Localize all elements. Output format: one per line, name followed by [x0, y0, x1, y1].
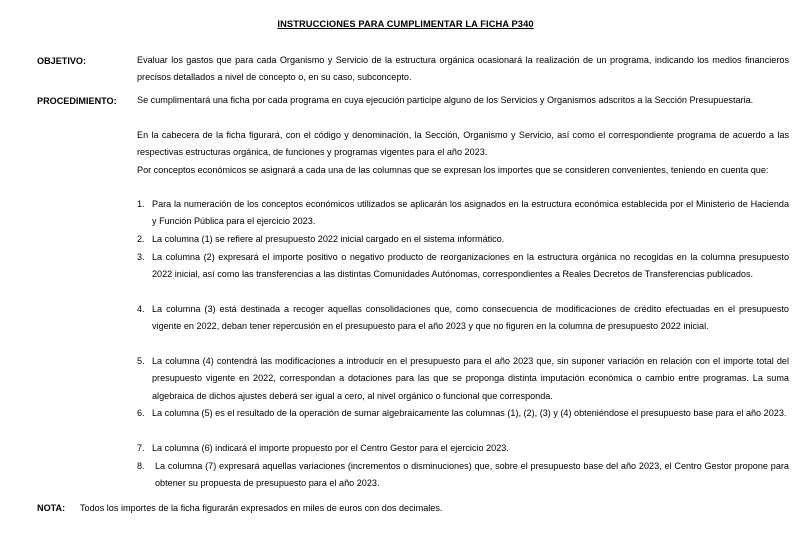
list-item [137, 231, 789, 248]
nota-label: NOTA: [37, 503, 66, 513]
list-item-number: 5. [137, 356, 145, 366]
list-item-number: 3. [137, 252, 145, 262]
list-item-number: 6. [137, 408, 145, 418]
list-item-number: 2. [137, 234, 145, 244]
objetivo-text: Evaluar los gastos que para cada Organismo y Servicio de la estructura orgánica ocasionará la realización de un programa, indicando los medios financieros precisos detallados a nivel de concepto o, en su caso, subconcepto. [137, 55, 789, 83]
procedimiento-paragraph: Se cumplimentará una ficha por cada programa en cuya ejecución participe alguno de los Servicios y Organismos adscritos a la Sección Presupuestaria. [137, 95, 754, 105]
list-item [137, 405, 789, 422]
nota-text: Todos los importes de la ficha figurarán expresados en miles de euros con dos decimales. [80, 503, 443, 513]
list-item [137, 458, 789, 493]
list-item-text: La columna (5) es el resultado de la operación de sumar algebraicamente las columnas (1), (2), (3) y (4) obteniéndose el presupuesto base para el año 2023. [152, 408, 787, 418]
list-item [137, 440, 789, 457]
procedimiento-paragraph: Por conceptos económicos se asignará a cada una de las columnas que se expresan los importes que se consideren convenientes, teniendo en cuenta que: [137, 165, 769, 175]
list-item-number: 1. [137, 199, 145, 209]
list-item [137, 353, 789, 405]
document-title: INSTRUCCIONES PARA CUMPLIMENTAR LA FICHA P340 [277, 19, 534, 29]
list-item-text: La columna (7) expresará aquellas variaciones (incrementos o disminuciones) que, sobre el presupuesto base del año 2023, el Centro Gestor propone para obtener su propuesta de presupuesto para el año 2023. [155, 461, 789, 489]
objetivo-label: OBJETIVO: [37, 56, 87, 66]
list-item [137, 196, 789, 231]
list-item-text: La columna (1) se refiere al presupuesto 2022 inicial cargado en el sistema informático. [152, 234, 505, 244]
list-item-text: La columna (2) expresará el importe positivo o negativo producto de reorganizaciones en la estructura orgánica no recogidas en la columna presupuesto 2022 inicial, así como las transferencias a las distintas Comunidades Autónomas, correspondientes a Reales Decretos de Transferencias publicados. [152, 252, 789, 280]
list-item [137, 249, 789, 284]
list-item [137, 301, 789, 336]
list-item-text: Para la numeración de los conceptos económicos utilizados se aplicarán los asignados en la estructura económica establecida por el Ministerio de Hacienda y Función Pública para el ejercicio 2023. [152, 199, 789, 227]
list-item-number: 8. [137, 461, 145, 471]
list-item-text: La columna (4) contendrá las modificaciones a introducir en el presupuesto para el año 2023 que, sin suponer variación en relación con el importe total del presupuesto vigente en 2022, correspondan a dotaciones para las que se proponga distinta imputación económica o cambio entre programas. La suma algebraica de dichos ajustes deberá ser igual a cero, al nivel orgánico o funcional que corresponda. [152, 356, 789, 401]
list-item-text: La columna (3) está destinada a recoger aquellas consolidaciones que, como consecuencia de modificaciones de crédito efectuadas en el presupuesto vigente en 2022, deban tener repercusión en el presupuesto para el año 2023 y que no figuren en la columna de presupuesto 2022 inicial. [152, 304, 789, 332]
list-item-number: 4. [137, 304, 145, 314]
procedimiento-paragraph: En la cabecera de la ficha figurará, con el código y denominación, la Sección, Organismo y Servicio, así como el correspondiente programa de acuerdo a las respectivas estructuras orgánica, de funciones y programas vigentes para el año 2023. [137, 130, 789, 158]
list-item-text: La columna (6) indicará el importe propuesto por el Centro Gestor para el ejercicio 2023. [152, 443, 509, 453]
procedimiento-label: PROCEDIMIENTO: [37, 96, 117, 106]
list-item-number: 7. [137, 443, 145, 453]
